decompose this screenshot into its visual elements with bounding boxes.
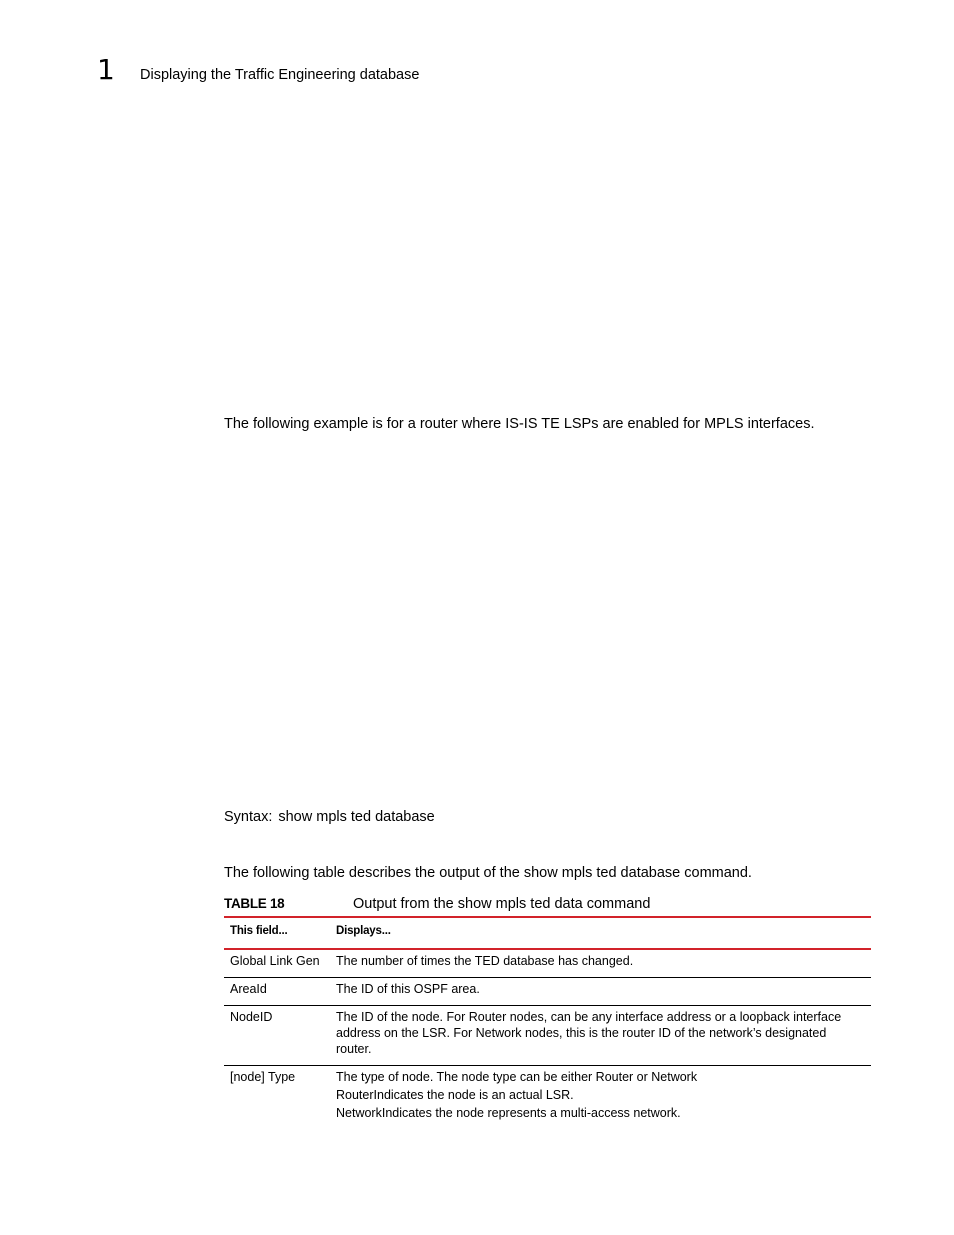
table-header-row [224,917,871,949]
table-label: TABLE 18 [224,896,285,911]
table-caption [224,895,871,915]
field-name: AreaId [224,978,330,1006]
running-header-title: Displaying the Traffic Engineering database [140,67,420,83]
description-line: The type of node. The node type can be either Router or Network [336,1070,698,1084]
table-intro-paragraph: The following table describes the output of the show mpls ted database command. [224,865,752,881]
output-fields-table [224,916,871,1129]
field-description [330,978,871,1006]
description-line: The ID of this OSPF area. [336,982,480,996]
table-row [224,978,871,1006]
description-line: address on the LSR. For Network nodes, this is the router ID of the network’s designated router. [336,1026,827,1056]
field-name: NodeID [224,1006,330,1066]
description-line: NetworkIndicates the node represents a multi-access network. [336,1106,681,1120]
table-row [224,949,871,978]
intro-paragraph: The following example is for a router where IS-IS TE LSPs are enabled for MPLS interfaces. [224,416,815,432]
syntax-command: show mpls ted database [278,809,435,825]
field-description [330,1066,871,1130]
table-row [224,1066,871,1130]
syntax-line [224,808,435,826]
field-name: Global Link Gen [224,949,330,978]
field-description [330,949,871,978]
description-line: RouterIndicates the node is an actual LSR. [336,1088,574,1102]
syntax-label: Syntax: [224,809,273,825]
table-row [224,1006,871,1066]
description-line: The ID of the node. For Router nodes, can be any interface address or a loopback interface [336,1010,842,1024]
field-name: [node] Type [230,1070,296,1084]
field-description [330,1006,871,1066]
table-title: Output from the show mpls ted data command [353,896,651,912]
description-line: The number of times the TED database has changed. [336,954,634,968]
chapter-number: 1 [97,53,115,86]
column-header-displays: Displays... [330,917,871,949]
column-header-field: This field... [224,917,330,949]
